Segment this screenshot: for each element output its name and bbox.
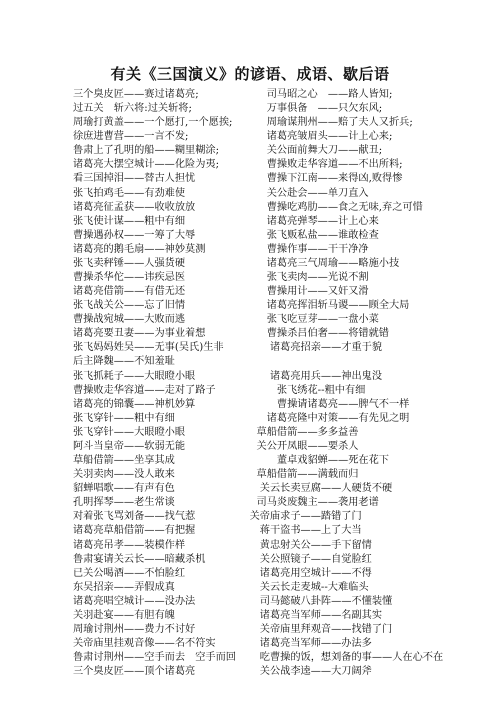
left-column-entry: 曹操杀华佗——讳疾忌医 [73, 272, 186, 284]
right-column-entry: 张飞卖肉——光说不割 [226, 272, 369, 284]
left-column-entry: 诸葛亮唱空城计——没办法 [73, 595, 196, 607]
right-column-entry: 关公开凤眼——要杀人 [226, 440, 359, 452]
left-column-entry: 孔明挥琴——老生常谈 [73, 497, 175, 509]
left-column-entry: 三个臭皮匠——顶个诸葛亮 [73, 666, 196, 678]
right-column-entry: 关帝庙求子——踏错了门 [226, 511, 362, 523]
right-column-entry: 关云长卖豆腐——人硬货不硬 [226, 483, 393, 495]
left-column-entry: 三个臭皮匠——赛过诸葛亮; [73, 89, 199, 100]
right-column-entry: 张飞绣花--粗中有细 [226, 384, 366, 396]
right-column-entry: 关公赴会——单刀直入 [226, 187, 369, 199]
left-column-entry: 张飞使计谋——粗中有细 [73, 215, 186, 227]
left-column-entry: 张飞战关公——忘了旧情 [73, 300, 186, 312]
right-column-entry: 曹操败走华容道——不出所料; [226, 159, 403, 171]
left-column-entry: 已关公喝酒——不怕脸红 [73, 567, 186, 579]
left-column-entry: 诸葛亮大摆空城计——化险为夷; [73, 159, 220, 171]
left-column-entry: 诸葛亮吊孝——装模作样 [73, 539, 186, 551]
right-column-entry: 张飞吃豆芽——一盘小菜 [226, 314, 379, 326]
right-column-entry: 诸葛亮皱眉头——计上心来; [226, 131, 393, 143]
left-column-entry: 草船借箭——坐享其成 [73, 455, 175, 467]
left-column-entry: 后主降魏——不知羞耻 [73, 356, 175, 368]
right-column-entry: 关帝庙里拜观音——找错了门 [226, 623, 393, 635]
left-column-entry: 张飞穿针——粗中有细 [73, 412, 175, 424]
left-column-entry: 对着张飞骂刘备——找气惹 [73, 511, 196, 523]
left-column-entry: 曹操遇孙权——一筹了大辱 [73, 229, 196, 241]
left-column-entry: 周瑜讨荆州——费力不讨好 [73, 623, 196, 635]
right-column-entry: 诸葛亮弹琴——计上心来 [226, 215, 379, 227]
left-column-entry: 曹操战宛城——大败而逃 [73, 314, 186, 326]
right-column-entry: 司马昭之心 ——路人皆知; [226, 89, 393, 100]
right-column-entry: 曹操下江南——来得凶,败得惨 [226, 173, 403, 185]
right-column-entry: 司马炎废魏主——袭用老谱 [226, 497, 379, 509]
right-column-entry: 诸葛亮当军师——办法多 [226, 638, 372, 650]
right-column-entry: 董卓戏貂蝉——死在花下 [226, 455, 389, 467]
left-column-entry: 关羽赴宴——有胆有魄 [73, 609, 175, 621]
right-column-entry: 诸葛亮用空城计——不得 [226, 567, 372, 579]
right-column-entry: 周瑜谋荆州——赔了夫人又折兵; [226, 117, 413, 129]
right-column-entry: 关云长走麦城--大难临头 [226, 581, 369, 593]
right-column-entry: 曹操杀吕伯奢——将错就错 [226, 328, 389, 340]
left-column-entry: 鲁肃讨荆州——空手而去 空手而回 [73, 652, 236, 664]
left-column-entry: 鲁肃宴请关云长——暗藏杀机 [73, 553, 206, 565]
right-column-entry: 诸葛亮隆中对策——有先见之明 [226, 412, 410, 424]
left-column-entry: 张飞卖秤锤——人强货硬 [73, 257, 186, 269]
right-column-entry: 草船借箭——满载而归 [226, 469, 359, 481]
right-column-entry: 曹操请诸葛亮——脾气不一样 [226, 398, 410, 410]
left-column-entry: 诸葛亮的锦囊——神机妙算 [73, 398, 196, 410]
left-column-entry: 诸葛亮草船借箭——有把握 [73, 525, 196, 537]
left-column-entry: 阿斗当皇帝——软弱无能 [73, 440, 186, 452]
right-column-entry: 万事俱备 ——只欠东风; [226, 103, 383, 115]
right-column-entry: 司马懿破八卦阵——不懂装懂 [226, 595, 393, 607]
right-column-entry: 吃曹操的饭，想刘备的事——人在心不在 [226, 652, 444, 664]
left-column-entry: 关帝庙里挂观音像——名不符实 [73, 638, 216, 650]
right-column-entry: 关公面前舞大刀——献丑; [226, 145, 383, 157]
left-column-entry: 貂蝉唱歌——有声有色 [73, 483, 175, 495]
left-column-entry: 诸葛亮借箭——有借无还 [73, 286, 186, 298]
left-column-entry: 周瑜打黄盖——一个愿打,一个愿挨; [73, 117, 233, 129]
right-column-entry: 诸葛亮三气周瑜——略施小技 [226, 257, 400, 269]
left-column-entry: 张飞抓耗子——大眼瞪小眼 [73, 370, 196, 382]
right-column-entry: 草船借箭——多多益善 [226, 426, 359, 438]
left-column-entry: 徐庶进曹营——一言不发; [73, 131, 189, 143]
right-column-entry: 曹操吃鸡肋——食之无味,弃之可惜 [226, 201, 423, 213]
right-column-entry: 诸葛亮挥泪斩马谡——顾全大局 [226, 300, 410, 312]
left-column-entry: 过五关 斩六将:过关斩将; [73, 103, 192, 115]
left-column-entry: 诸葛亮的鹅毛扇——神妙莫测 [73, 243, 206, 255]
left-column-entry: 看三国掉泪——替古人担忧 [73, 173, 196, 185]
left-column-entry: 诸葛亮要丑妻——为事业着想 [73, 328, 206, 340]
right-column-entry: 诸葛亮当军师——名副其实 [226, 609, 383, 621]
right-column-entry: 关公照镜子——自觉脸红 [226, 553, 372, 565]
left-column-entry: 张飞拍鸡毛——有劲难使 [73, 187, 186, 199]
left-column-entry: 曹操败走华容道——走对了路子 [73, 384, 216, 396]
right-column-entry: 关公战李逵——大刀阔斧 [226, 666, 372, 678]
left-column-entry: 东吴招亲——弄假成真 [73, 581, 175, 593]
right-column-entry: 黄忠射关公——手下留情 [226, 539, 372, 551]
right-column-entry: 曹操作事——干干净净 [226, 243, 369, 255]
right-column-entry: 诸葛亮用兵——神出鬼没 [226, 370, 383, 382]
left-column-entry: 鲁肃上了孔明的船——糊里糊涂; [73, 145, 220, 157]
right-column-entry: 蒋干盗书——上了大当 [226, 525, 362, 537]
right-column [226, 88, 496, 679]
right-column-entry: 张飞贩私盐——谁敢检查 [226, 229, 379, 241]
left-column-entry: 诸葛亮征孟获——收收放放 [73, 201, 196, 213]
right-column-entry: 曹操用计——又奸又滑 [226, 286, 369, 298]
right-column-entry: 诸葛亮招亲——才重于貌 [226, 342, 383, 354]
right-column-entry [226, 355, 496, 369]
left-column-entry: 张飞穿针——大眼瞪小眼 [73, 426, 186, 438]
left-column-entry: 关羽卖肉——没人敢来 [73, 469, 175, 481]
page-title: 有关《三国演义》的谚语、成语、歇后语 [110, 65, 390, 83]
left-column-entry: 张飞妈妈姓吴——无事(吴氏)生非 [73, 342, 224, 354]
